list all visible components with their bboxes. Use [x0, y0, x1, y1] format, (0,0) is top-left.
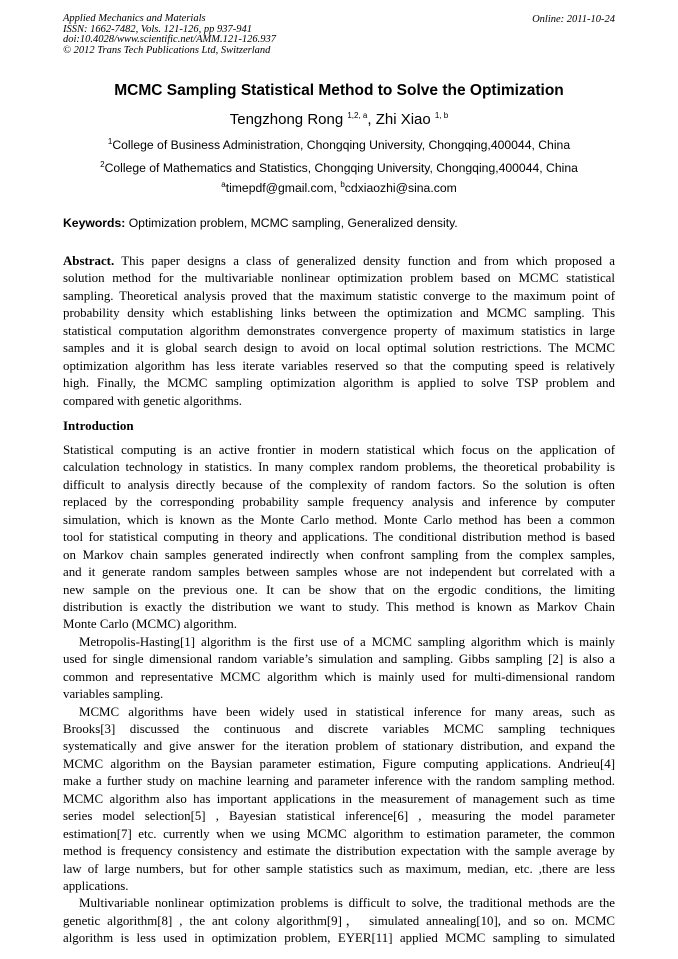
text-line [63, 843, 615, 860]
doi: doi:10.4028/www.scientific.net/AMM.121-126.937 [63, 34, 276, 45]
text-line [63, 669, 615, 686]
line-text: common and representative MCMC algorithm which is mainly used for multi-dimensional random [63, 669, 615, 684]
line-text: law of large numbers, but for other sample statistics such as maximum, median, etc. ,there are less [63, 861, 615, 876]
text-line [63, 393, 615, 410]
text-line [63, 704, 615, 721]
author-1-sup: 1,2, a [347, 111, 368, 120]
text-line [63, 895, 615, 912]
text-line [63, 738, 615, 755]
line-text: sampling. Theoretical analysis proved that the maximum statistic converge to the maximum point of [63, 288, 615, 303]
journal-name: Applied Mechanics and Materials [63, 13, 206, 24]
line-text: calculation technology in statistics. In many complex random problems, the theoretical probability is [63, 460, 615, 475]
abstract [63, 253, 615, 410]
line-text: on Markov chain samples generated indirectly when confront sampling from the complex samples, [63, 547, 615, 562]
text-line [63, 634, 615, 651]
text-line [63, 721, 615, 738]
affiliation-1 [0, 138, 678, 152]
text-line [63, 616, 615, 633]
keywords-text: Optimization problem, MCMC sampling, Generalized density. [125, 216, 458, 230]
line-text: new sample on the previous one. It can be show that on the ergodic conditions, the limiting [63, 582, 615, 597]
line-text: high. Finally, the MCMC sampling optimization algorithm is applied to solve TSP problem and [63, 376, 615, 391]
email-sup: a [221, 179, 226, 189]
abstract-label: Abstract. [63, 254, 115, 268]
text-line [63, 375, 615, 392]
text-line [63, 253, 615, 270]
line-text: simulation, which is known as the Monte Carlo method. Monte Carlo method has been a common [63, 512, 615, 527]
text-line [63, 582, 615, 599]
online-date: Online: 2011-10-24 [532, 14, 615, 25]
line-text: algorithm is less used in optimization problem, EYER[11] applied MCMC sampling to simulated [63, 931, 615, 946]
text-line [63, 564, 615, 581]
line-text: and it generate random samples between samples whose are not independent but correlated with a [63, 565, 615, 580]
line-text: statistical computation algorithm demonstrates convergence property of maximum statistics in large [63, 323, 615, 338]
keywords [63, 216, 458, 230]
text-line [63, 599, 615, 616]
copyright: © 2012 Trans Tech Publications Ltd, Switzerland [63, 44, 271, 56]
keywords-label: Keywords: [63, 216, 126, 230]
text-line [63, 512, 615, 529]
line-text: distribution is exactly the distribution we want to study. This method is known as Markov Chain [63, 599, 615, 614]
affiliation-2 [0, 161, 678, 175]
text-line [63, 459, 615, 476]
text-line [63, 756, 615, 773]
line-text: systematically and give answer for the iteration problem of stationary distribution, and expand the [63, 739, 615, 754]
author-2-sup: 1, b [434, 111, 449, 120]
line-text: optimization algorithm has less iterate variables reserved so that the computing speed is relatively [63, 358, 615, 373]
emails [0, 181, 678, 195]
text-line [63, 358, 615, 375]
email-sup: b [340, 179, 345, 189]
line-text: Metropolis-Hasting[1] algorithm is the first use of a MCMC sampling algorithm which is mainly [79, 634, 615, 649]
line-text: samples and it is global search design to avoid on local optimal solution restrictions. The MCMC [63, 341, 615, 356]
line-text: Multivariable nonlinear optimization problems is difficult to solve, the traditional methods are the [79, 896, 615, 911]
aff-sup: 1 [107, 136, 113, 146]
text-line [63, 323, 615, 340]
text-line [63, 686, 615, 703]
text-line [63, 861, 615, 878]
line-text: applications. [63, 878, 129, 893]
author-1: Tengzhong Rong [229, 111, 348, 128]
line-text: series model selection[5] , Bayesian statistical inference[6] , measuring the model parameter [63, 809, 615, 824]
line-text: Monte Carlo (MCMC) algorithm. [63, 617, 238, 632]
email-a[interactable]: timepdf@gmail.com, [225, 181, 341, 195]
text-line [63, 270, 615, 287]
line-text: Brooks[3] discussed the continuous and discrete variables MCMC sampling techniques [63, 722, 615, 736]
line-text: make a further study on machine learning and parameter inference with the random sampling method. [63, 774, 615, 789]
introduction-body [63, 442, 615, 948]
text-line [63, 477, 615, 494]
text-line [63, 305, 615, 322]
text-line [63, 878, 615, 895]
paper-title: MCMC Sampling Statistical Method to Solve the Optimization [114, 82, 564, 99]
journal-info [63, 14, 276, 56]
text-line [63, 651, 615, 668]
author-sep: , [367, 111, 376, 128]
authors [0, 111, 678, 128]
text-line [63, 930, 615, 947]
line-text: difficult to analysis directly because of the complexity of random factors. So the solution is often [63, 477, 615, 492]
text-line [63, 808, 615, 825]
text-line [63, 547, 615, 564]
text-line [63, 529, 615, 546]
line-text: MCMC algorithms have been widely used in statistical inference for many areas, such as [79, 704, 615, 719]
line-text: MCMC algorithm on the Baysian parameter estimation, Figure computing applications. Andrieu[4] [63, 756, 615, 771]
aff-text: College of Mathematics and Statistics, Chongqing University, Chongqing,400044, China [104, 161, 578, 175]
line-text: used for single dimensional random variable’s simulation and sampling. Gibbs sampling [2] is also a [63, 652, 615, 667]
aff-text: College of Business Administration, Chongqing University, Chongqing,400044, China [112, 138, 571, 152]
text-line [63, 773, 615, 790]
line-text: replaced by the corresponding probability sample frequency analysis and inference by computer [63, 495, 615, 510]
aff-sup: 2 [100, 159, 105, 169]
text-line [63, 913, 615, 930]
text-line [63, 791, 615, 808]
line-text: compared with genetic algorithms. [63, 393, 242, 408]
text-line [63, 442, 615, 459]
line-text: This paper designs a class of generalized density function and from which proposed a [114, 254, 615, 268]
email-b[interactable]: cdxiaozhi@sina.com [344, 181, 457, 195]
text-line [63, 494, 615, 511]
line-text: variables sampling. [63, 687, 164, 702]
author-2: Zhi Xiao [375, 111, 435, 128]
line-text: tool for statistical computing in theory and applications. The conditional distribution method is based [63, 530, 615, 545]
line-text: method is frequency consistency and estimate the distribution expectation with the sample average by [63, 844, 615, 859]
line-text: estimation[7] etc. currently when we using MCMC algorithm to estimation parameter, the common [63, 826, 615, 841]
text-line [63, 340, 615, 357]
text-line [63, 288, 615, 305]
line-text: probability density which establishing links between the optimization and MCMC sampling. This [63, 306, 615, 321]
issn: ISSN: 1662-7482, Vols. 121-126, pp 937-941 [63, 23, 252, 35]
line-text: genetic algorithm[8] , the ant colony algorithm[9]， simulated annealing[10], and so on. MCMC [63, 913, 615, 928]
line-text: MCMC algorithm also has important applications in the measurement of management such as time [63, 791, 615, 806]
line-text: solution method for the multivariable nonlinear optimization problem based on MCMC statistical [63, 271, 615, 286]
line-text: Statistical computing is an active frontier in modern statistical which focus on the application of [63, 443, 615, 457]
section-heading-introduction: Introduction [63, 418, 134, 433]
text-line [63, 826, 615, 843]
